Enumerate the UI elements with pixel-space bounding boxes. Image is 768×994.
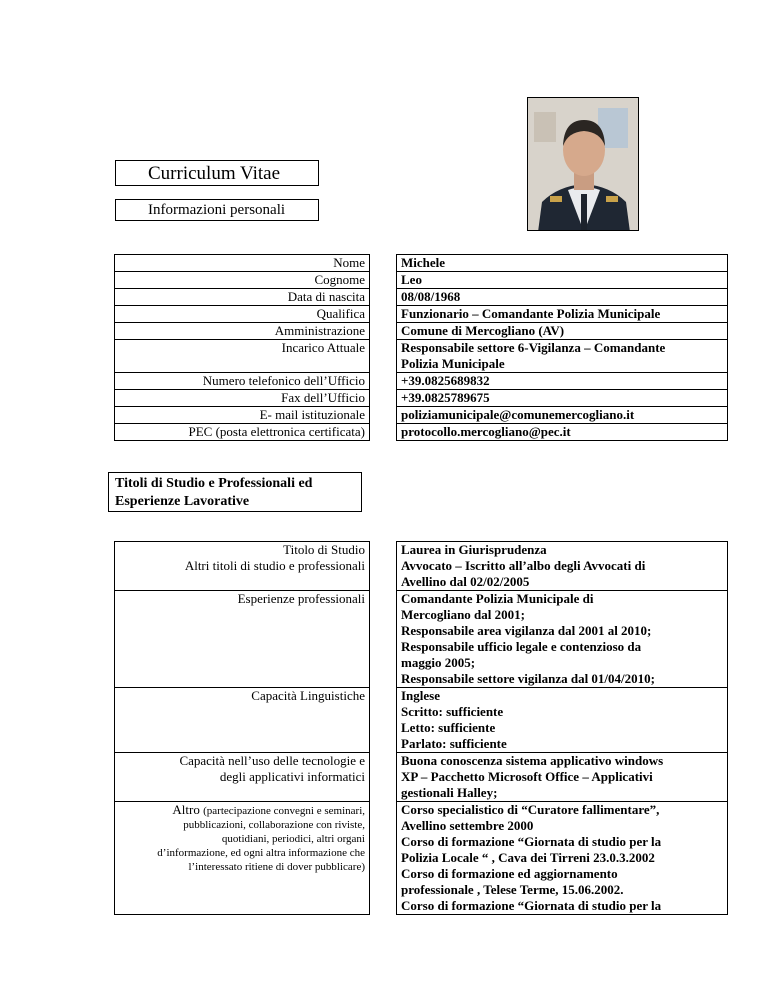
label-lingue: Capacità Linguistiche [115,688,370,753]
label-nome: Nome [115,255,370,272]
value-altro-line: Corso specialistico di “Curatore fallimentare”, [401,802,660,817]
value-altri-line: Avellino dal 02/02/2005 [401,574,530,589]
value-tecnologie-line: Buona conoscenza sistema applicativo windows [401,753,664,768]
value-qualifica: Funzionario – Comandante Polizia Municipale [397,306,728,323]
label-email: E- mail istituzionale [115,407,370,424]
value-esperienze-line: Responsabile settore vigilanza dal 01/04/2010; [401,671,655,686]
portrait-photo [527,97,639,231]
value-amministrazione: Comune di Mercogliano (AV) [397,323,728,340]
value-tecnologie [397,753,728,802]
personal-info-table [114,254,728,441]
table-row [115,306,728,323]
value-esperienze-line: Responsabile ufficio legale e contenzioso da [401,639,642,654]
value-incarico-line: Responsabile settore 6-Vigilanza – Comandante [401,340,666,355]
value-data-nascita: 08/08/1968 [397,289,728,306]
label-data-nascita: Data di nascita [115,289,370,306]
value-esperienze [397,591,728,688]
label-altro-note: d’informazione, ed ogni altra informazione che [157,847,365,859]
value-altro [397,802,728,915]
value-altro-line: Corso di formazione “Giornata di studio per la [401,834,662,849]
label-altro-text: Altro [172,802,200,817]
value-altro-line: Corso di formazione “Giornata di studio per la [401,898,662,913]
table-row [115,373,728,390]
table-row [115,688,728,753]
table-row [115,255,728,272]
value-lingue-line: Inglese [401,688,440,703]
value-lingue-line: Scritto: sufficiente [401,704,504,719]
value-titolo-text: Laurea in Giurisprudenza [401,542,547,557]
label-altro-note: pubblicazioni, collaborazione con riviste, [183,819,365,831]
label-esperienze: Esperienze professionali [115,591,370,688]
value-pec: protocollo.mercogliano@pec.it [397,424,728,441]
value-esperienze-line: Mercogliano dal 2001; [401,607,525,622]
studies-table [114,541,728,915]
table-row [115,390,728,407]
value-nome: Michele [397,255,728,272]
label-altro [115,802,370,915]
label-titolo-studio [115,542,370,591]
value-tecnologie-line: XP – Pacchetto Microsoft Office – Applicativi [401,769,653,784]
label-tecnologie [115,753,370,802]
label-titolo-studio-text: Titolo di Studio [283,542,365,557]
value-esperienze-line: maggio 2005; [401,655,476,670]
label-incarico: Incarico Attuale [115,340,370,373]
label-qualifica: Qualifica [115,306,370,323]
table-row [115,542,728,591]
value-titolo-studio [397,542,728,591]
section-heading-line: Titoli di Studio e Professionali ed [115,476,313,491]
value-esperienze-line: Comandante Polizia Municipale di [401,591,594,606]
label-cognome: Cognome [115,272,370,289]
label-altro-note: l’interessato ritiene di dover pubblicare) [188,861,365,873]
cv-title: Curriculum Vitae [115,160,319,186]
table-row [115,407,728,424]
table-row [115,340,728,373]
section-heading [108,472,362,512]
label-telefono: Numero telefonico dell’Ufficio [115,373,370,390]
value-lingue-line: Letto: sufficiente [401,720,496,735]
label-altro-line [119,802,365,818]
label-tecnologie-line: degli applicativi informatici [219,769,365,784]
table-row [115,591,728,688]
value-lingue-line: Parlato: sufficiente [401,736,507,751]
table-row [115,802,728,915]
value-altri-line: Avvocato – Iscritto all’albo degli Avvocati di [401,558,646,573]
value-altro-line: Polizia Locale “ , Cava dei Tirreni 23.0.3.2002 [401,850,655,865]
table-row [115,424,728,441]
label-amministrazione: Amministrazione [115,323,370,340]
table-row [115,289,728,306]
table-row [115,753,728,802]
value-incarico [397,340,728,373]
section-heading-line: Esperienze Lavorative [115,494,250,509]
label-altro-note: quotidiani, periodici, altri organi [221,833,365,845]
label-pec: PEC (posta elettronica certificata) [115,424,370,441]
table-row [115,272,728,289]
value-telefono: +39.0825689832 [397,373,728,390]
label-altri-titoli-text: Altri titoli di studio e professionali [184,558,365,573]
value-lingue [397,688,728,753]
value-altro-line: Corso di formazione ed aggiornamento [401,866,618,881]
label-tecnologie-line: Capacità nell’uso delle tecnologie e [179,753,365,768]
value-incarico-line: Polizia Municipale [401,356,505,371]
value-fax: +39.0825789675 [397,390,728,407]
value-cognome: Leo [397,272,728,289]
value-email: poliziamunicipale@comunemercogliano.it [397,407,728,424]
label-fax: Fax dell’Ufficio [115,390,370,407]
personal-info-heading: Informazioni personali [115,199,319,221]
label-altro-note: (partecipazione convegni e seminari, [203,805,365,817]
portrait-icon [528,98,639,231]
table-row [115,323,728,340]
value-altro-line: professionale , Telese Terme, 15.06.2002. [401,882,624,897]
value-tecnologie-line: gestionali Halley; [401,785,498,800]
value-altro-line: Avellino settembre 2000 [401,818,534,833]
value-esperienze-line: Responsabile area vigilanza dal 2001 al 2010; [401,623,652,638]
